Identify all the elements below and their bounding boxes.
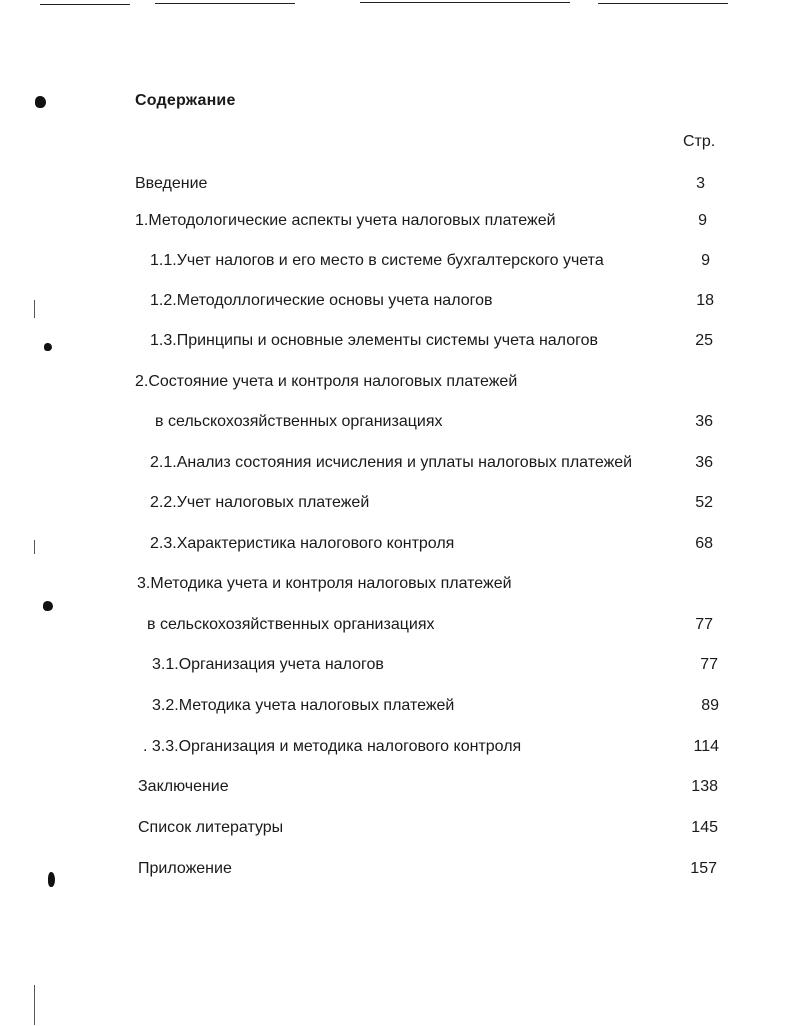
toc-entry — [155, 411, 720, 433]
toc-entry-text: 1.Методологические аспекты учета налоговых платежей — [135, 212, 556, 229]
toc-entry-text: 3.2.Методика учета налоговых платежей — [152, 697, 455, 714]
scan-left-edge-2 — [34, 300, 35, 318]
toc-entry — [150, 250, 720, 272]
toc-entry — [143, 736, 720, 758]
toc-entry-page: 9 — [701, 252, 710, 269]
toc-entry-page: 77 — [700, 656, 718, 673]
toc-entry — [138, 776, 720, 798]
toc-entry-text: 1.2.Методоллогические основы учета налогов — [150, 292, 493, 309]
toc-entry-text: . 3.3.Организация и методика налогового контроля — [143, 738, 522, 755]
toc-entry-page: 9 — [698, 212, 707, 229]
toc-entry-page: 25 — [695, 332, 713, 349]
scan-line-top-1 — [40, 4, 130, 5]
toc-entry — [137, 573, 720, 595]
toc-entry-text: 1.3.Принципы и основные элементы системы учета налогов — [150, 332, 598, 349]
toc-entry-text: в сельскохозяйственных организациях — [155, 413, 443, 430]
scan-line-top-4 — [598, 3, 728, 4]
toc-title: Содержание — [135, 92, 236, 109]
toc-entry — [138, 858, 720, 880]
toc-entry-page: 157 — [690, 860, 717, 877]
scan-blot-3 — [43, 601, 53, 611]
toc-entry — [147, 614, 720, 636]
toc-entry-text: Заключение — [138, 778, 229, 795]
toc-entry-page: 18 — [696, 292, 714, 309]
toc-entry — [135, 173, 720, 195]
page-column-label: Стр. — [683, 133, 716, 150]
toc-entry-page: 36 — [695, 454, 713, 471]
toc-entry — [152, 654, 720, 676]
toc-entry-text: 2.1.Анализ состояния исчисления и уплаты налоговых платежей — [150, 454, 633, 471]
toc-entry-text: 2.3.Характеристика налогового контроля — [150, 535, 455, 552]
toc-entry — [150, 533, 720, 555]
scan-left-edge — [34, 985, 35, 1025]
toc-entry — [150, 492, 720, 514]
toc-entry-text: 3.1.Организация учета налогов — [152, 656, 384, 673]
scan-blot-1 — [35, 96, 46, 108]
toc-entry-page: 114 — [693, 738, 719, 755]
toc-entry-text: 1.1.Учет налогов и его место в системе бухгалтерского учета — [150, 252, 604, 269]
toc-entry-page: 68 — [695, 535, 713, 552]
toc-entry-page: 36 — [695, 413, 713, 430]
toc-entry-page: 52 — [695, 494, 713, 511]
toc-entry-page: 3 — [696, 175, 705, 192]
scan-left-edge-3 — [34, 540, 35, 554]
toc-entry-page: 138 — [691, 778, 718, 795]
toc-entry — [138, 817, 720, 839]
toc-entry-page: 89 — [701, 697, 719, 714]
toc-entry-text: Введение — [135, 175, 208, 192]
toc-entry — [150, 452, 720, 474]
scan-line-top-3 — [360, 2, 570, 3]
toc-entry — [150, 330, 720, 352]
toc-entry-text: 2.2.Учет налоговых платежей — [150, 494, 370, 511]
toc-entry-page: 77 — [695, 616, 713, 633]
toc-entry-text: Список литературы — [138, 819, 284, 836]
toc-entry — [152, 695, 720, 717]
toc-entry — [135, 371, 720, 393]
scan-blot-2 — [44, 343, 52, 351]
scan-blot-4 — [48, 872, 55, 887]
toc-entry — [135, 210, 720, 232]
toc-entry-text: 3.Методика учета и контроля налоговых платежей — [137, 575, 512, 592]
toc-entry — [150, 290, 720, 312]
toc-entry-text: в сельскохозяйственных организациях — [147, 616, 435, 633]
scan-line-top-2 — [155, 3, 295, 4]
toc-entry-page: 145 — [691, 819, 718, 836]
toc-entry-text: 2.Состояние учета и контроля налоговых платежей — [135, 373, 518, 390]
toc-entry-text: Приложение — [138, 860, 232, 877]
